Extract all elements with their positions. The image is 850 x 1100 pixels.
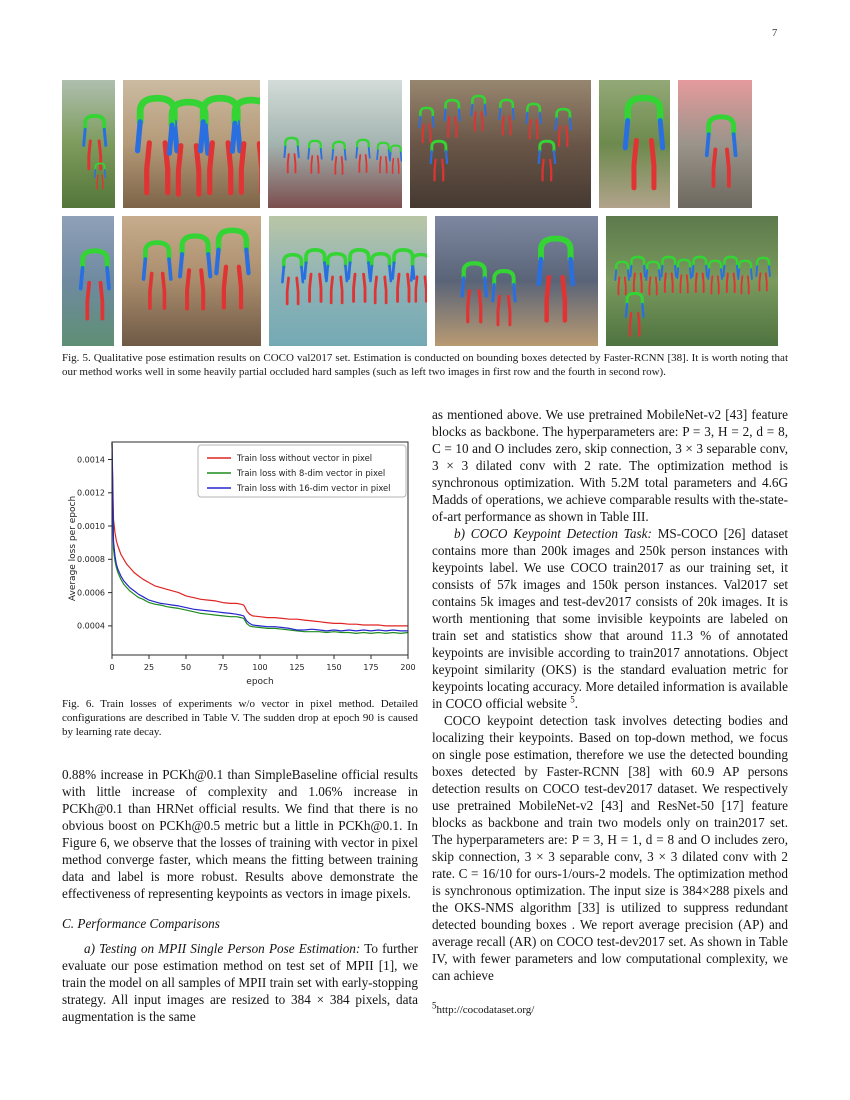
figure6-caption: Fig. 6. Train losses of experiments w/o vector in pixel method. Detailed configurations are described in Table V. The sudden drop at epoch 90 is caused by learning rate decay. <box>62 698 418 738</box>
footnote-ref-5: 5 <box>570 694 575 705</box>
svg-text:100: 100 <box>252 663 268 672</box>
svg-text:Train loss with 8-dim vector i: Train loss with 8-dim vector in pixel <box>237 468 386 478</box>
page-number: 7 <box>772 28 778 39</box>
footnote-marker: 5 <box>432 1000 437 1011</box>
pose-skeleton-icon <box>428 139 450 183</box>
left-column <box>62 406 418 1025</box>
paragraph-b-end: . <box>574 696 579 711</box>
pose-skeleton-icon <box>736 259 754 295</box>
svg-text:epoch: epoch <box>246 677 274 687</box>
pose-skeleton-icon <box>408 252 427 304</box>
photo-train-station <box>268 80 401 208</box>
right-column <box>432 406 788 1025</box>
svg-text:Train loss without vector in p: Train loss without vector in pixel <box>237 453 373 463</box>
fig6-chart <box>62 433 418 687</box>
svg-text:175: 175 <box>363 663 379 672</box>
paragraph-mobilenet: as mentioned above. We use pretrained MobileNet-v2 [43] feature blocks as backbone. The hyperparameters are: P = 3, H = 2, d = 8, C = 10 and O includes zero, skip connection, 3 × 3 separable conv, 3 × 3 dilated conv with 2 rate. The optimization method is synchronous optimization. With 5.2M total parameters and 4.6G Madds of operations, we achieve comparable results with the-state-of-art performance as shown in Table III. <box>432 407 788 524</box>
paragraph-a-body: To further evaluate our pose estimation method on test set of MPII [1], we train the model on all samples of MPII train set with early-stopping strategy. All input images are resized to 384 × 384 pixels, data augmentation is the same <box>62 941 418 1025</box>
svg-text:75: 75 <box>217 663 229 672</box>
paragraph-a-lead: a) Testing on MPII Single Person Pose Estimation: <box>84 941 361 957</box>
photo-kids-group <box>269 216 427 346</box>
figure5-montage <box>62 80 778 346</box>
figure5-row-1 <box>62 80 778 208</box>
footnote <box>432 1000 788 1017</box>
photo-baseball-batter-kid <box>599 80 671 208</box>
pose-skeleton-icon <box>469 94 488 132</box>
pose-skeleton-icon <box>754 256 772 292</box>
text-columns <box>62 406 788 1025</box>
svg-text:0.0008: 0.0008 <box>77 555 105 565</box>
pose-skeleton-icon <box>623 291 646 338</box>
svg-text:0.0006: 0.0006 <box>77 588 105 598</box>
svg-text:25: 25 <box>143 663 155 672</box>
paragraph-pckh-results: 0.88% increase in PCKh@0.1 than SimpleBaseline official results with little increase of complexity and 1.06% increase in PCKh@0.1 than HRNet official results. We find that there is no obvious boost on PCKh@0.5 metric but a little in PCKh@0.1. In Figure 6, we observe that the losses of training with vector in pixel method converge faster, which means the fitting between training data and label is more robust. Results above demonstrate the effectiveness of representing keypoints as vectors in image pixels. <box>62 767 418 902</box>
pose-skeleton-icon <box>211 226 254 312</box>
svg-text:200: 200 <box>400 663 416 672</box>
svg-text:0: 0 <box>109 663 115 672</box>
figure5-row-2 <box>62 216 778 346</box>
photo-dinner-group <box>410 80 591 208</box>
photo-tennis-player <box>62 216 114 346</box>
paragraph-b-body: MS-COCO [26] dataset contains more than 200k images and 250k person instances with keypoints label. We use COCO train2017 as our training set, it consists of 57k images and 150k person instances. Val2017 set contains 5k images and test-dev2017 consists of 20k images. It is worth mentioning that some invisible keypoints are labeled on train set and statistics show that around 11.3 % of annotated keypoints are invisible according to train2017 annotations. Object keypoint similarity (OKS) is the standard evaluation metric for keypoints locating accuracy. More detailed information is available in COCO official website <box>432 526 789 711</box>
pose-skeleton-icon <box>497 98 516 136</box>
paragraph-b-lead: b) COCO Keypoint Detection Task: <box>454 526 652 541</box>
subsection-c-heading: C. Performance Comparisons <box>62 916 220 932</box>
pose-skeleton-icon <box>619 93 669 193</box>
photo-four-men <box>123 80 260 208</box>
pose-skeleton-icon <box>536 139 558 183</box>
paragraph-coco-task <box>432 525 788 712</box>
pose-skeleton-icon <box>175 232 215 313</box>
svg-text:150: 150 <box>326 663 342 672</box>
svg-text:Average loss per epoch: Average loss per epoch <box>68 495 78 602</box>
pose-skeleton-icon <box>533 234 579 325</box>
figure5-caption: Fig. 5. Qualitative pose estimation results on COCO val2017 set. Estimation is conducted on bounding boxes detected by Faster-RCNN [38]. It is worth noting that our method works well in some heavily partial occluded hard samples (such as left two images in first row and the fourth in second row). <box>62 352 788 378</box>
pose-skeleton-icon <box>458 260 491 325</box>
paragraph-coco-detection: COCO keypoint detection task involves detecting bodies and localizing their keypoints. Based on top-down method, we focus on single pose estimation, therefore we use the detected bounding boxes detected by Faster-RCNN [38] with 60.9 AP persons detection results on COCO test-dev2017 dataset. We respectively use pretrained MobileNet-v2 [43] and ResNet-50 [17] feature blocks as backbone and train two models only on train2017 set. The hyperparameters are: P = 3, H = 1, d = 8 and O includes zero, skip connection, 3 × 3 separable conv, 3 × 3 dilated conv with 2 rate. C = 16/10 for ours-1/ours-2 models. The optimization method is synchronous optimization. The input size is 384×288 pixels and the OKS-NMS algorithm [33] is utilized to suppress redundant detected bounding boxes . We report average precision (AP) and average recall (AR) on COCO test-dev2017 set. As shown in Table IV, with fewer parameters and low computational complexity, we can achieve <box>432 713 788 983</box>
paragraph-mpii-testing <box>62 940 418 1025</box>
photo-kitchen-scene <box>122 216 261 346</box>
pose-skeleton-icon <box>489 268 519 328</box>
svg-text:Train loss with 16-dim vector: Train loss with 16-dim vector in pixel <box>237 483 391 493</box>
svg-text:0.0014: 0.0014 <box>77 455 105 465</box>
svg-text:0.0010: 0.0010 <box>77 521 105 531</box>
svg-text:50: 50 <box>180 663 192 672</box>
photo-park-crowd <box>606 216 778 346</box>
svg-text:0.0012: 0.0012 <box>77 488 105 498</box>
pose-skeleton-icon <box>702 113 740 190</box>
pose-skeleton-icon <box>354 138 372 174</box>
pose-skeleton-icon <box>306 139 324 175</box>
footnote-url-link[interactable]: http://cocodataset.org/ <box>436 1004 535 1016</box>
pose-skeleton-icon <box>388 144 401 175</box>
pose-skeleton-icon <box>282 136 301 174</box>
pose-skeleton-icon <box>330 140 348 176</box>
photo-umbrella-walk <box>678 80 752 208</box>
pose-skeleton-icon <box>139 239 175 312</box>
pose-skeleton-icon <box>93 162 107 190</box>
pose-skeleton-icon <box>226 95 260 197</box>
svg-text:125: 125 <box>289 663 305 672</box>
pose-skeleton-icon <box>442 98 462 139</box>
photo-baseball-field <box>435 216 598 346</box>
pose-skeleton-icon <box>76 247 114 322</box>
photo-dog-walk <box>62 80 115 208</box>
svg-text:0.0004: 0.0004 <box>77 621 105 631</box>
pose-skeleton-icon <box>524 102 543 140</box>
